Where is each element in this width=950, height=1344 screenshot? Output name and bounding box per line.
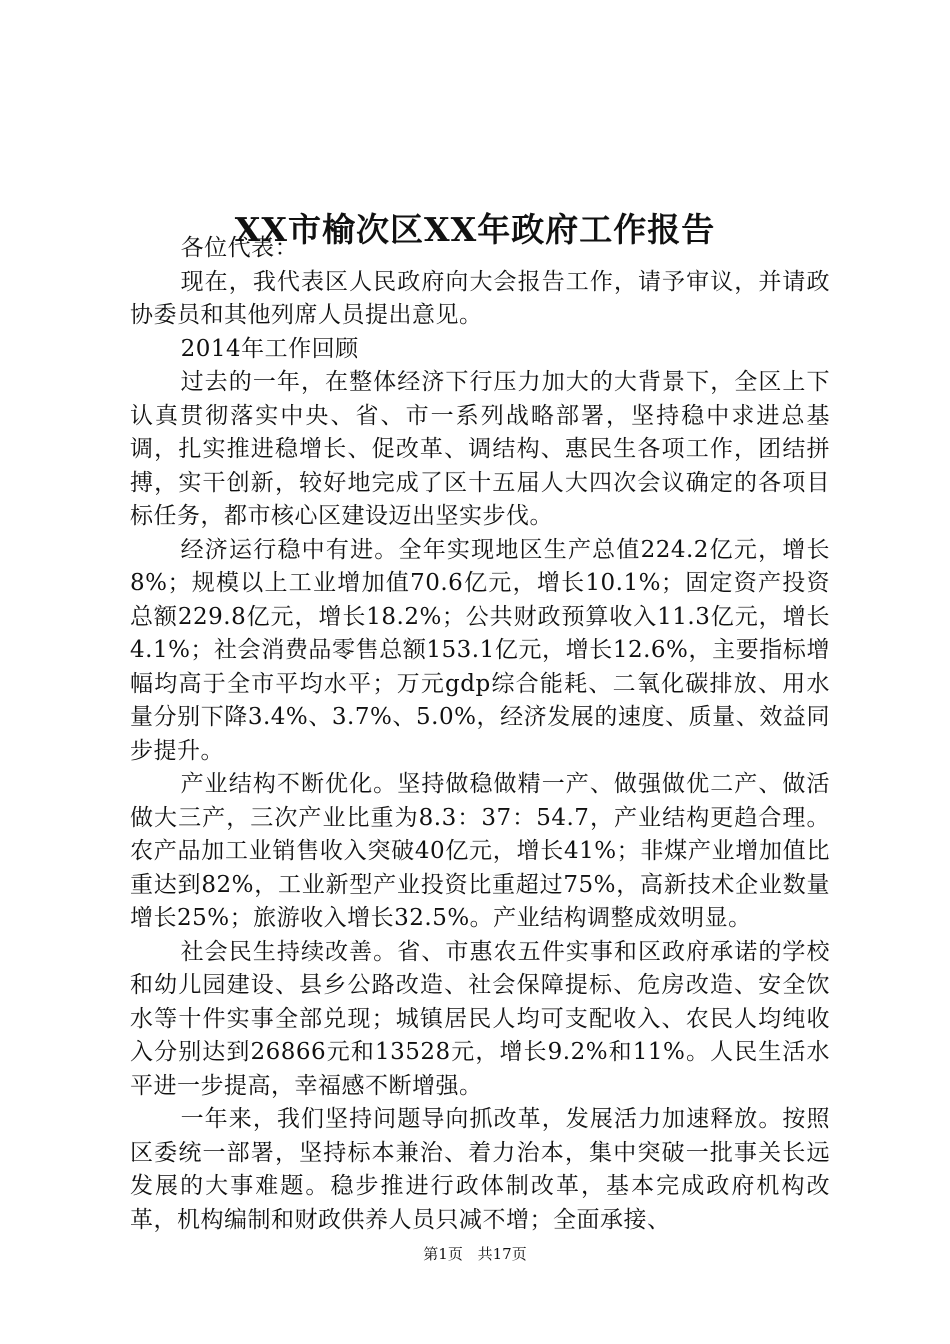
paragraph: 现在，我代表区人民政府向大会报告工作，请予审议，并请政协委员和其他列席人员提出意见。 [130,268,830,328]
paragraph: 社会民生持续改善。省、市惠农五件实事和区政府承诺的学校和幼儿园建设、县乡公路改造、社会保障提标、危房改造、安全饮水等十件实事全部兑现；城镇居民人均可支配收入、农民人均纯收入分别达到26866元和13528元，增长9.2%和11%。人民生活水平进一步提高，幸福感不断增强。 [130,938,830,1099]
page-total: 共17页 [477,1245,527,1263]
paragraph: 产业结构不断优化。坚持做稳做精一产、做强做优二产、做活做大三产，三次产业比重为8.3：37：54.7，产业结构更趋合理。农产品加工业销售收入突破40亿元，增长41%；非煤产业增加值比重达到82%，工业新型产业投资比重超过75%，高新技术企业数量增长25%；旅游收入增长32.5%。产业结构调整成效明显。 [130,771,830,931]
page-footer [0,1242,950,1266]
document-title: XX市榆次区XX年政府工作报告 [234,210,716,250]
document-body [130,232,830,1237]
paragraph: 过去的一年，在整体经济下行压力加大的大背景下，全区上下认真贯彻落实中央、省、市一系列战略部署，坚持稳中求进总基调，扎实推进稳增长、促改革、调结构、惠民生各项工作，团结拼搏，实干创新，较好地完成了区十五届人大四次会议确定的各项目标任务，都市核心区建设迈出坚实步伐。 [130,369,830,529]
salutation: 各位代表： [180,235,299,261]
page-number: 第1页 [423,1245,463,1263]
section-heading: 2014年工作回顾 [180,335,359,362]
paragraph: 一年来，我们坚持问题导向抓改革，发展活力加速释放。按照区委统一部署，坚持标本兼治、着力治本，集中突破一批事关长远发展的大事难题。稳步推进行政体制改革，基本完成政府机构改革，机构编制和财政供养人员只减不增；全面承接、 [130,1106,830,1233]
paragraph: 经济运行稳中有进。全年实现地区生产总值224.2亿元，增长8%；规模以上工业增加值70.6亿元，增长10.1%；固定资产投资总额229.8亿元，增长18.2%；公共财政预算收入11.3亿元，增长4.1%；社会消费品零售总额153.1亿元，增长12.6%，主要指标增幅均高于全市平均水平；万元gdp综合能耗、二氧化碳排放、用水量分别下降3.4%、3.7%、5.0%，经济发展的速度、质量、效益同步提升。 [130,536,830,764]
